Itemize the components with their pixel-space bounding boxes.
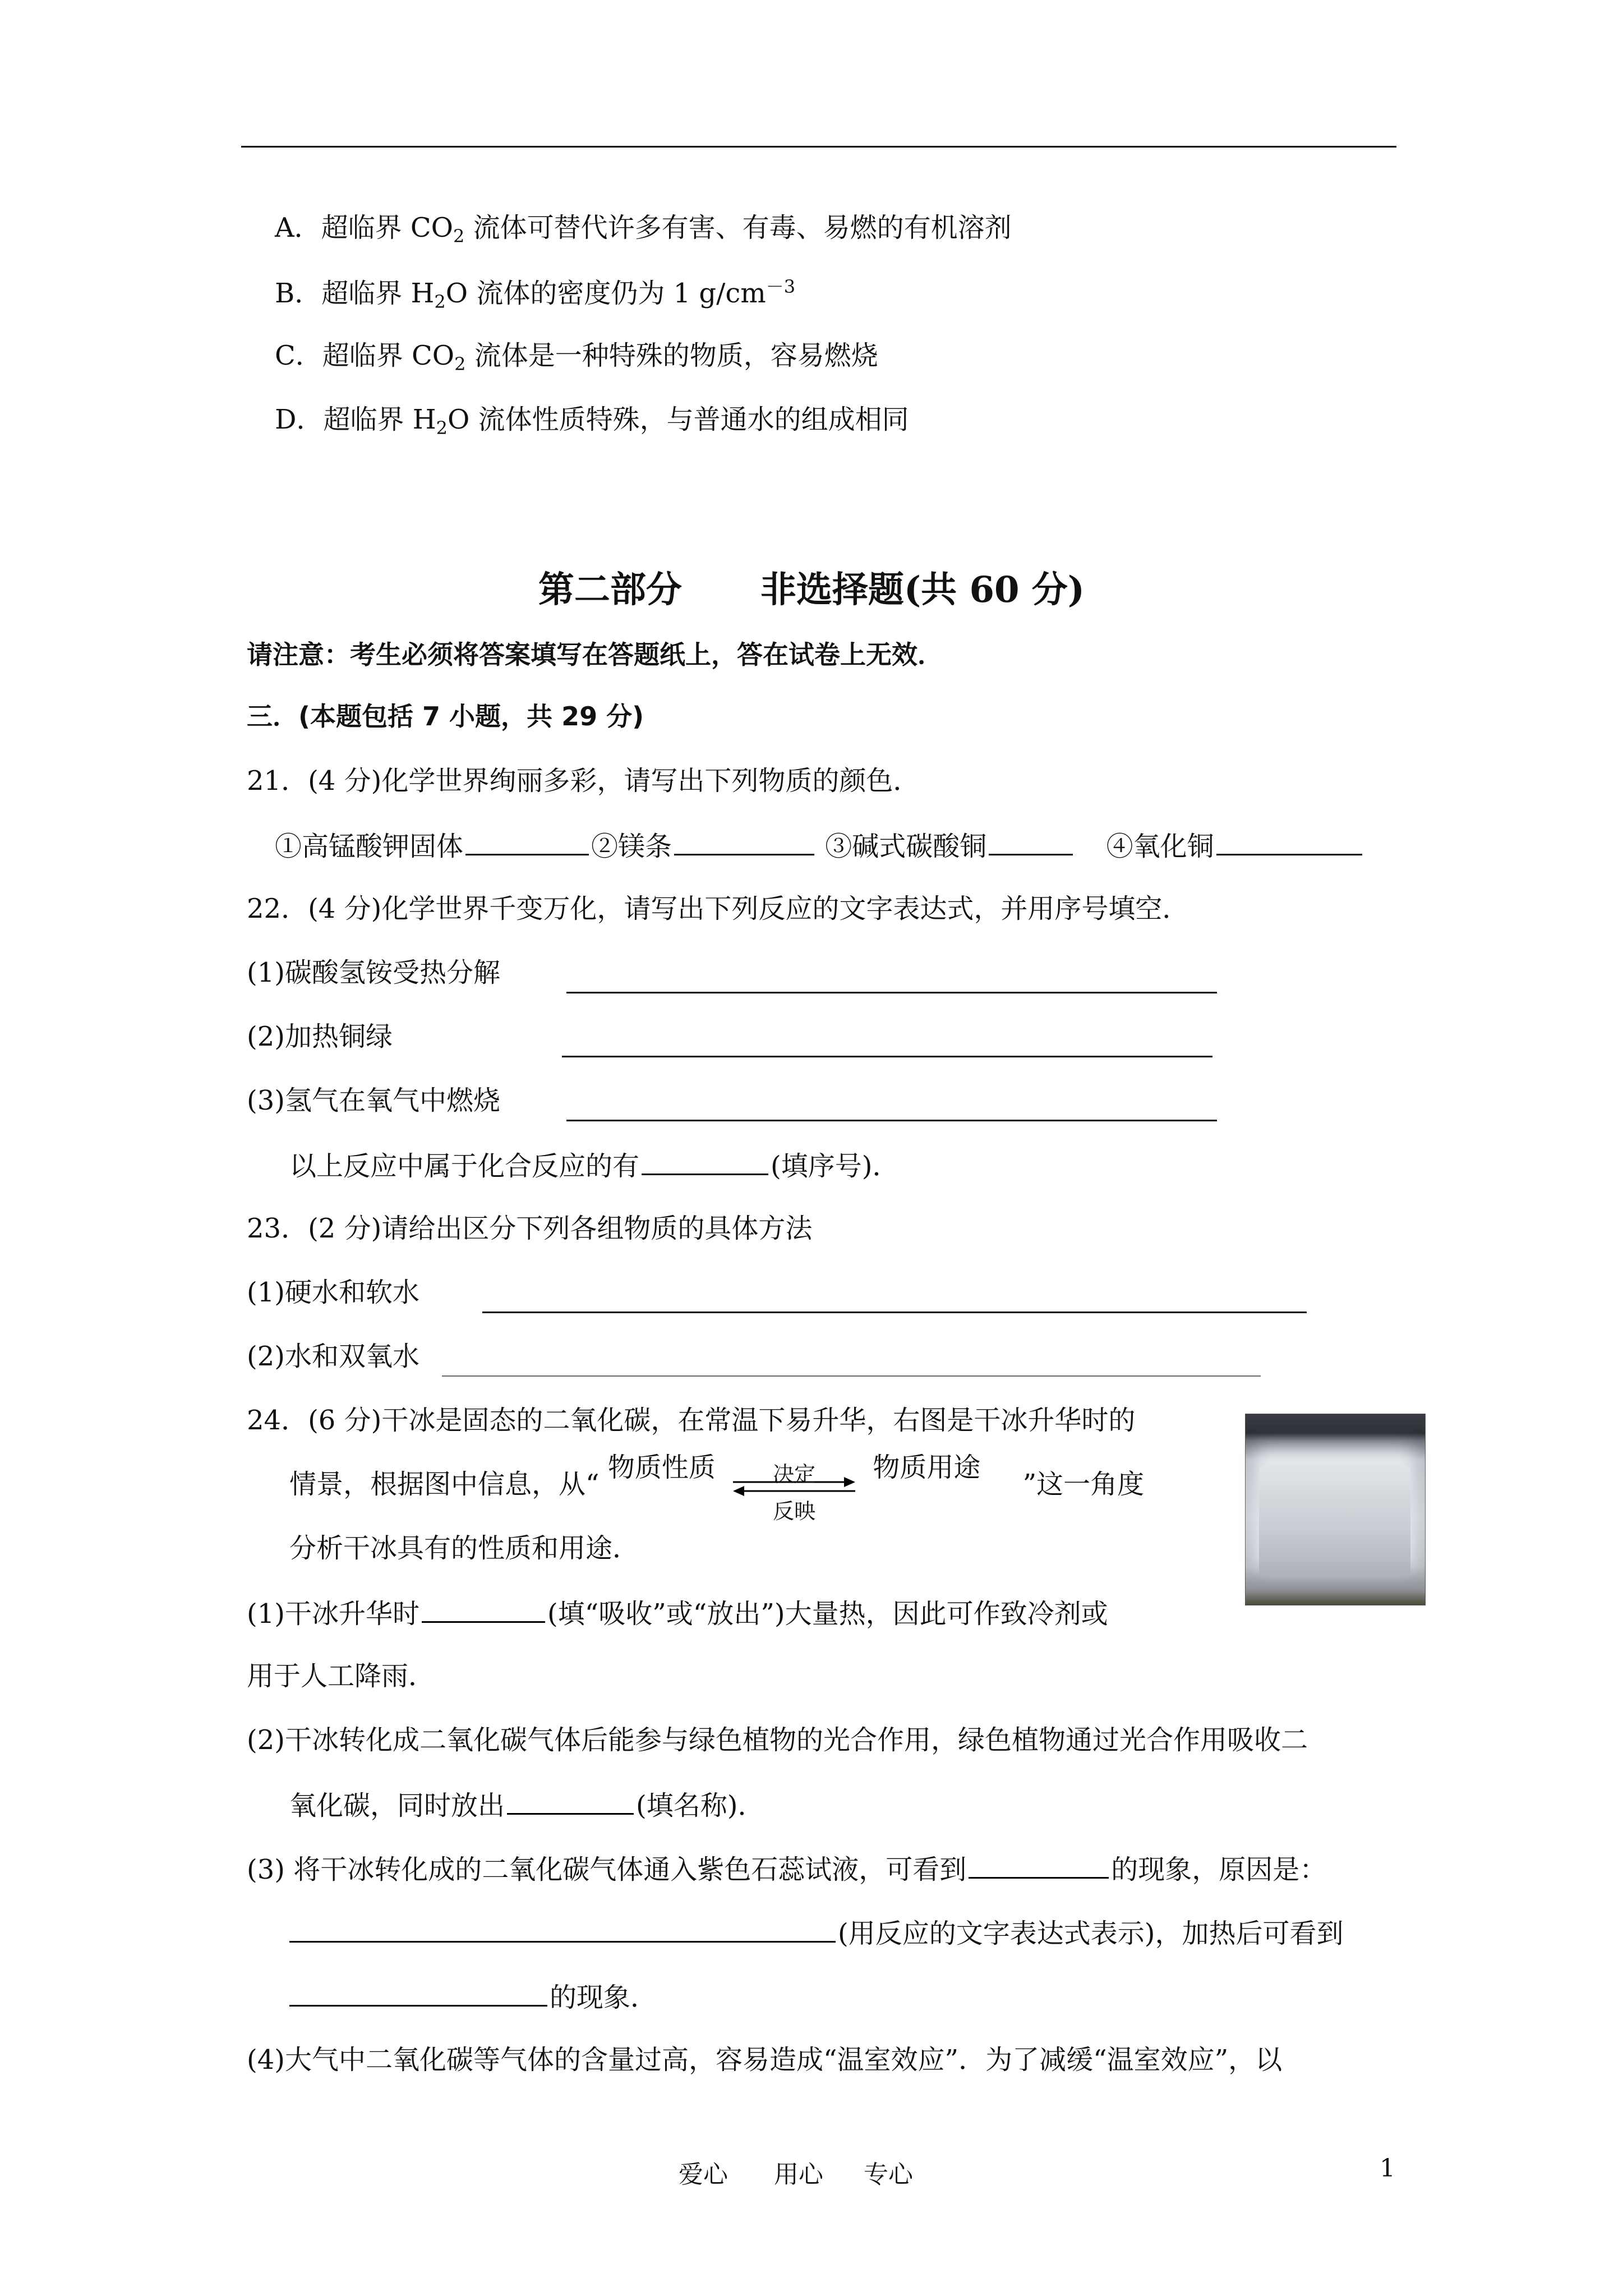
q21-blank-1[interactable] — [465, 829, 589, 855]
notice: 请注意：考生必须将答案填写在答题纸上，答在试卷上无效． — [247, 639, 943, 670]
q22-answer-2[interactable] — [562, 1056, 1212, 1057]
q22-blank[interactable] — [642, 1149, 768, 1175]
q22-part-3: (3)氢气在氧气中燃烧 — [247, 1085, 500, 1116]
q23-answer-1[interactable] — [482, 1312, 1307, 1313]
section-title: 第二部分 非选择题(共 60 分) — [538, 569, 1085, 611]
option-c: C．超临界 $CO_2$ 流体是一种特殊的物质，容易燃烧 — [275, 340, 878, 375]
q24-blank-4[interactable] — [289, 1916, 836, 1943]
q24-blank-2[interactable] — [507, 1788, 634, 1815]
q24-line-3: 分析干冰具有的性质和用途． — [289, 1533, 640, 1564]
q21-items: ①高锰酸钾固体 ②镁条 ③碱式碳酸铜 ④氧化铜 — [275, 829, 1364, 863]
header-rule — [241, 146, 1396, 148]
q24-part-3-line-2: (用反应的文字表达式表示)，加热后可看到 — [289, 1916, 1343, 1950]
arrow-left-label: 物质性质 — [607, 1452, 716, 1483]
q24-stem: 24．(6 分)干冰是固态的二氧化碳，在常温下易升华，右图是干冰升华时的 — [247, 1405, 1136, 1436]
option-b: B．超临界 $H_2O$ 流体的密度仍为 1 $g/cm^{-3}$ — [275, 276, 796, 312]
arrow-bottom-label: 反映 — [773, 1498, 816, 1524]
q23-part-1: (1)硬水和软水 — [247, 1277, 419, 1308]
q24-line-2: 情景，根据图中信息，从“ 物质性质 决定 反映 物质用途 ”这一角度 — [289, 1452, 1145, 1524]
dry-ice-photo — [1245, 1414, 1426, 1605]
q22-answer-3[interactable] — [566, 1120, 1217, 1121]
footer-aixin: 爱心 — [679, 2160, 728, 2189]
part-three-heading: 三．(本题包括 7 小题，共 29 分) — [247, 701, 644, 731]
option-d: D．超临界 $H_2O$ 流体性质特殊，与普通水的组成相同 — [275, 404, 909, 439]
q21-blank-2[interactable] — [674, 829, 814, 855]
q23-stem: 23．(2 分)请给出区分下列各组物质的具体方法 — [247, 1213, 813, 1244]
q24-blank-3[interactable] — [969, 1852, 1109, 1879]
page-number: 1 — [1380, 2154, 1395, 2183]
double-arrow-diagram — [730, 1461, 859, 1524]
q24-part-2-line-2: 氧化碳，同时放出 (填名称)． — [289, 1788, 764, 1823]
q24-part-3-line-1: (3) 将干冰转化成的二氧化碳气体通入紫色石蕊试液，可看到 的现象，原因是： — [247, 1852, 1326, 1887]
option-a: A．超临界 $CO_2$ 流体可替代许多有害、有毒、易燃的有机溶剂 — [275, 212, 1012, 247]
q24-part-3-line-3: 的现象． — [289, 1980, 657, 2014]
q22-part-2: (2)加热铜绿 — [247, 1021, 393, 1052]
q22-stem: 22．(4 分)化学世界千变万化，请写出下列反应的文字表达式，并用序号填空． — [247, 893, 1189, 924]
q24-part-1: (1)干冰升华时 (填“吸收”或“放出”)大量热，因此可作致冷剂或 — [247, 1596, 1108, 1631]
arrow-top-label: 决定 — [773, 1461, 816, 1487]
footer-zhuanxin: 专心 — [864, 2160, 913, 2189]
q21-blank-4[interactable] — [1216, 829, 1362, 855]
q21-stem: 21．(4 分)化学世界绚丽多彩，请写出下列物质的颜色． — [247, 765, 920, 797]
q23-part-2: (2)水和双氧水 — [247, 1341, 419, 1372]
q22-answer-1[interactable] — [566, 992, 1217, 993]
q23-answer-2[interactable] — [442, 1375, 1261, 1377]
q22-part-1: (1)碳酸氢铵受热分解 — [247, 957, 500, 988]
q24-part-1-line-2: 用于人工降雨． — [247, 1660, 436, 1692]
q21-blank-3[interactable] — [989, 829, 1073, 855]
q24-blank-1[interactable] — [422, 1596, 545, 1623]
q22-tail: 以上反应中属于化合反应的有 (填序号)． — [289, 1149, 899, 1183]
arrow-right-label: 物质用途 — [873, 1452, 981, 1483]
footer-yongxin: 用心 — [774, 2160, 823, 2189]
q24-part-4: (4)大气中二氧化碳等气体的含量过高，容易造成“温室效应”．为了减缓“温室效应”，以 — [247, 2044, 1283, 2076]
q24-part-2-line-1: (2)干冰转化成二氧化碳气体后能参与绿色植物的光合作用，绿色植物通过光合作用吸收二 — [247, 1724, 1308, 1756]
q24-blank-5[interactable] — [289, 1980, 547, 2007]
